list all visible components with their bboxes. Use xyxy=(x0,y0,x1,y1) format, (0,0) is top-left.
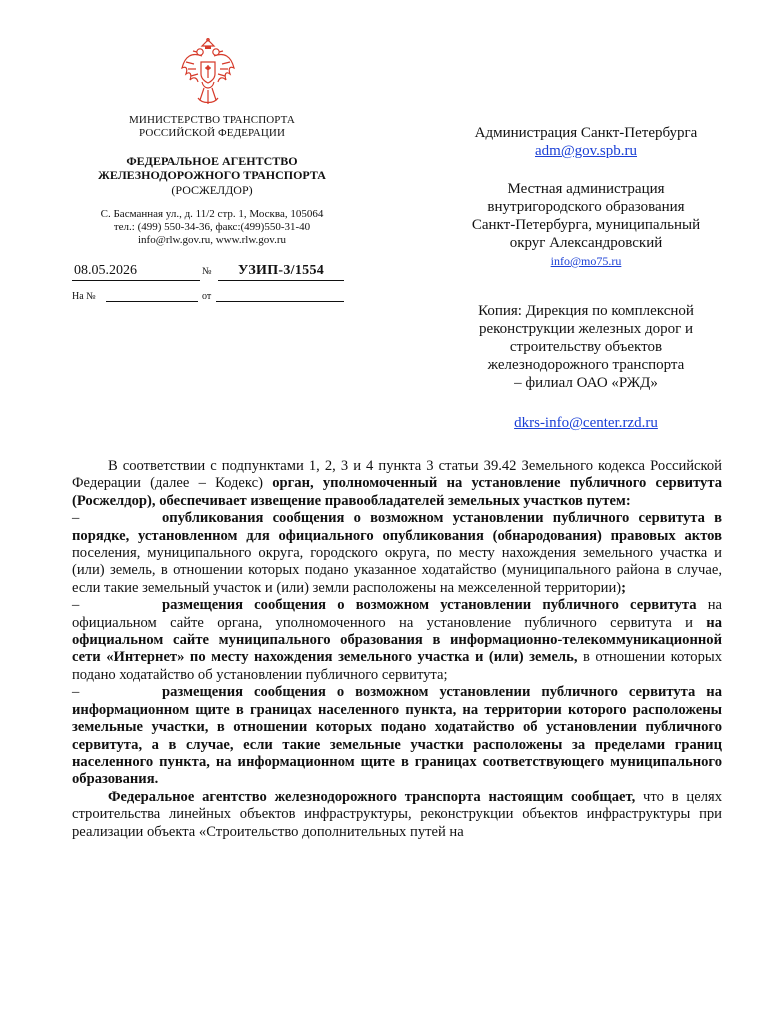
list-item-publication: – опубликования сообщения о возможном установлении публичного сервитута в порядке, установленном для официального опубликования (обнародования) правовых актов поселения, муниципального округа, городского округа, по месту нахождения земельного участка и (или) земель, в отношении которых подано указанное ходатайство (муниципального района в случае, если такие земельный участок и (или) земли расположены на межселенной территории); xyxy=(72,510,722,596)
ministry-name: МИНИСТЕРСТВО ТРАНСПОРТА РОССИЙСКОЙ ФЕДЕРАЦИИ xyxy=(129,114,295,139)
recipient-1-name: Администрация Санкт-Петербурга xyxy=(474,125,698,141)
letter-body xyxy=(72,458,722,841)
list-dash: – xyxy=(72,684,80,701)
number-label: № xyxy=(202,266,212,277)
copy-recipient: Копия: Дирекция по комплексной реконструкции железных дорог и строительству объектов железнодорожного транспорта – филиал ОАО «РЖД» xyxy=(478,303,694,391)
reply-number-line xyxy=(106,301,198,302)
coat-of-arms-icon xyxy=(180,38,236,108)
list-item-website: – размещения сообщения о возможном установлении публичного сервитута на официальном сайте органа, уполномоченного на установление публичного сервитута и на официальном сайте муниципального образования в информационно-телекоммуникационной сети «Интернет» по месту нахождения земельного участка и (или) земель, в отношении которых подано ходатайство об установлении публичного сервитута; xyxy=(72,597,723,683)
list-dash: – xyxy=(72,597,80,614)
reply-reference xyxy=(72,289,344,305)
paragraph-intro: В соответствии с подпунктами 1, 2, 3 и 4 пункта 3 статьи 39.42 Земельного кодекса Российской Федерации (далее – Кодекс) орган, уполномоченный на установление публичного сервитута (Росжелдор), обеспечивает извещение правообладателей земельных участков путем: xyxy=(72,458,722,509)
document-reference xyxy=(72,262,344,282)
sender-block xyxy=(62,114,362,247)
list-item-board: – размещения сообщения о возможном установлении публичного сервитута на информационном щите в границах населенного пункта, на территории которого расположены земельные участки, в отношении которых подано ходатайство об установлении публичного сервитута, а в случае, если такие земельные участки расположены за пределами границ населенного пункта, на информационном щите в границах соответствующего муниципального образования. xyxy=(72,684,722,788)
recipient-2-name: Местная администрация внутригородского образования Санкт-Петербурга, муниципальный округ Александровский xyxy=(471,181,701,251)
recipients-block xyxy=(438,124,734,432)
recipient-2-email-link[interactable]: info@mo75.ru xyxy=(550,254,622,268)
reply-from-label: от xyxy=(202,291,212,302)
reply-number-label: На № xyxy=(72,291,96,302)
sender-address: С. Басманная ул., д. 11/2 стр. 1, Москва, 105064 тел.: (499) 550-34-36, факс:(499)550-31-40 info@rlw.gov.ru, www.rlw.gov.ru xyxy=(100,208,324,246)
document-date: 08.05.2026 xyxy=(72,262,200,281)
copy-recipient-email-link[interactable]: dkrs-info@center.rzd.ru xyxy=(514,415,658,431)
recipient-1-email-link[interactable]: adm@gov.spb.ru xyxy=(535,143,637,159)
agency-abbreviation: (РОСЖЕЛДОР) xyxy=(171,183,253,197)
agency-name: ФЕДЕРАЛЬНОЕ АГЕНТСТВО ЖЕЛЕЗНОДОРОЖНОГО ТРАНСПОРТА xyxy=(98,154,326,182)
list-dash: – xyxy=(72,510,80,527)
reply-date-line xyxy=(216,301,344,302)
document-number: УЗИП-3/1554 xyxy=(218,262,344,281)
paragraph-notice: Федеральное агентство железнодорожного транспорта настоящим сообщает, что в целях строительства линейных объектов инфраструктуры, реконструкции объектов инфраструктуры при реализации объекта «Строительство дополнительных путей на xyxy=(72,788,722,840)
